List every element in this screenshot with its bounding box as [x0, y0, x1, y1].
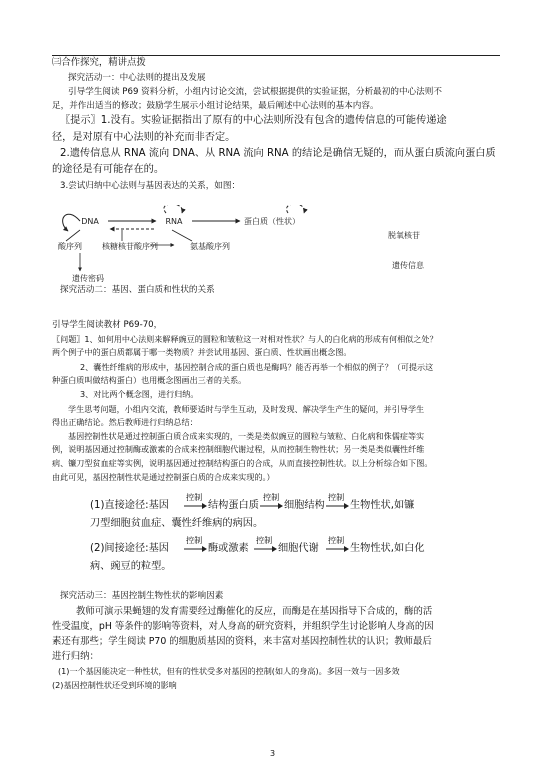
- section-heading: ㈢合作探究，精讲点拨: [52, 57, 146, 68]
- direct-path-end: 生物性状,如镰: [350, 500, 415, 511]
- factor-item-1: (1)一个基因能决定一种性状，但有的性状受多对基因的控制(如人的身高)。多因一效与一因多效: [58, 666, 400, 676]
- question2-line: 2、囊性纤维病的形成中，基因控制合成的蛋白质也是酶吗？能否再举一个相似的例子？（可提示这: [80, 362, 434, 372]
- question2-line: 种蛋白质叫做结构蛋白）也用概念图画出三者的关系。: [52, 375, 247, 385]
- activity3-para-line: 性受温度，pH 等条件的影响等资料，对人身高的研究资料，并组织学生讨论影响人身高的因: [52, 621, 434, 632]
- protein-label: 蛋白质（性状）: [244, 217, 300, 226]
- control-label: 控制: [328, 535, 345, 545]
- protein-replication-arrow: [287, 205, 305, 213]
- dna-replication-arrow: [63, 214, 80, 231]
- activity3-para-line: 进行归纳：: [52, 651, 99, 662]
- control-label: 控制: [328, 492, 345, 502]
- control-arrow: [184, 502, 208, 510]
- activity1-para-line: 足，并作出适当的修改；鼓励学生展示小组讨论结果，最后阐述中心法则的基本内容。: [52, 101, 379, 111]
- direct-path-mid1: 结构蛋白质: [208, 500, 259, 511]
- control-label: 控制: [256, 535, 273, 545]
- rna-label: RNA: [165, 217, 183, 226]
- indirect-path-continuation: 病、豌豆的粒型。: [90, 561, 172, 572]
- summary-line: 基因控制性状是通过控制蛋白质合成来实现的，一类是类似豌豆的圆粒与皱粒、白化病和侏儒症等实: [68, 431, 425, 441]
- summary-line: 由此可见，基因控制性状是通过控制蛋白质的合成来实现的。）: [52, 472, 275, 482]
- tip3-line: 3.尝试归纳中心法则与基因表达的关系，如图：: [60, 181, 241, 191]
- summary-line: 例，说明基因通过控制酶或激素的合成来控制细胞代谢过程，从而控制生物性状；另一类是类似囊性纤维: [52, 444, 425, 454]
- tip2-line: 2.遗传信息从 RNA 流向 DNA、从 RNA 流向 RNA 的结论是确信无疑的，而从蛋白质流向蛋白质: [60, 148, 496, 159]
- question1-line: 两个例子中的蛋白质都属于哪一类物质？并尝试用基因、蛋白质、性状画出概念图。: [52, 347, 352, 357]
- activity2-guide: 引导学生阅读教材 P69-70，: [52, 320, 163, 330]
- control-arrow: [254, 545, 278, 553]
- control-arrow: [326, 502, 350, 510]
- question3-line: 3、对比两个概念图，进行归纳。: [80, 389, 199, 399]
- control-arrow: [260, 502, 284, 510]
- factor-item-2: (2)基因控制性状还受到环境的影响: [52, 680, 177, 690]
- direct-path-mid2: 细胞结构: [284, 500, 325, 511]
- activity3-para-line: 教师可演示果蝇翅的发育需要经过酶催化的反应，而酶是在基因指导下合成的，酶的活: [76, 606, 433, 617]
- tip2-line: 的途径是有可能存在的。: [52, 164, 165, 175]
- amino-seq-label: 氨基酸序列: [190, 242, 230, 251]
- indirect-path-end: 生物性状,如白化: [350, 543, 425, 554]
- rna-replication-arrow: [164, 205, 182, 213]
- indirect-path-mid2: 细胞代谢: [278, 543, 319, 554]
- genetic-info-label: 遗传信息: [392, 261, 424, 270]
- activity2-para-line: 得出正确结论。然后教师进行归纳总结：: [52, 417, 198, 427]
- tip1-line: 〖提示〗1.没有。实验证据指出了原有的中心法则所没有包含的遗传信息的可能传递途: [60, 115, 447, 126]
- activity2-para-line: 学生思考问题，小组内交流，教师要适时与学生互动，及时发现、解决学生产生的疑问，并引导学生: [68, 404, 425, 414]
- ribo-seq-label: 核糖核苷酸序列: [102, 242, 158, 251]
- codon-label: 遗传密码: [72, 274, 104, 283]
- direct-path-continuation: 刀型细胞贫血症、囊性纤维病的病因。: [90, 518, 264, 529]
- control-label: 控制: [186, 492, 203, 502]
- activity2-title: 探究活动二：基因、蛋白质和性状的关系: [60, 285, 215, 295]
- tip1-line: 径，是对原有中心法则的补充而非否定。: [52, 132, 236, 143]
- leader-line: [172, 230, 192, 241]
- control-label: 控制: [263, 492, 280, 502]
- indirect-path-mid1: 酶或激素: [208, 543, 249, 554]
- control-label: 控制: [186, 535, 203, 545]
- bases-seq-label: 酸序列: [58, 242, 82, 251]
- summary-line: 病、镰刀型贫血症等实例，说明基因通过控制结构蛋白的合成，从而直接控制性状。以上分析综合如下图。: [52, 458, 433, 468]
- indirect-path-prefix: (2)间接途径:基因: [90, 543, 169, 554]
- activity3-para-line: 素还有那些；学生阅读 P70 的细胞质基因的资料，来丰富对基因控制性状的认识；教师最后: [52, 636, 432, 647]
- control-arrow: [184, 545, 208, 553]
- activity1-para-line: 引导学生阅读 P69 资料分析，小组内讨论交流，尝试根据提供的实验证据，分析最初的中心法则不: [68, 87, 442, 97]
- deoxy-seq-label: 脱氧核苷: [388, 231, 420, 240]
- activity3-title: 探究活动三：基因控制生物性状的影响因素: [60, 591, 224, 601]
- leader-line: [66, 230, 80, 241]
- control-arrow: [326, 545, 350, 553]
- activity1-title: 探究活动一：中心法则的提出及发展: [68, 73, 206, 83]
- dna-label: DNA: [81, 217, 99, 226]
- header-rule: [52, 55, 500, 56]
- question1-line: 〖问题〗1、如何用中心法则来解释豌豆的圆粒和皱粒这一对相对性状？与人的白化病的形成有何相似之处？: [52, 334, 438, 344]
- page-number: 3: [270, 749, 276, 758]
- direct-path-prefix: (1)直接途径:基因: [90, 500, 169, 511]
